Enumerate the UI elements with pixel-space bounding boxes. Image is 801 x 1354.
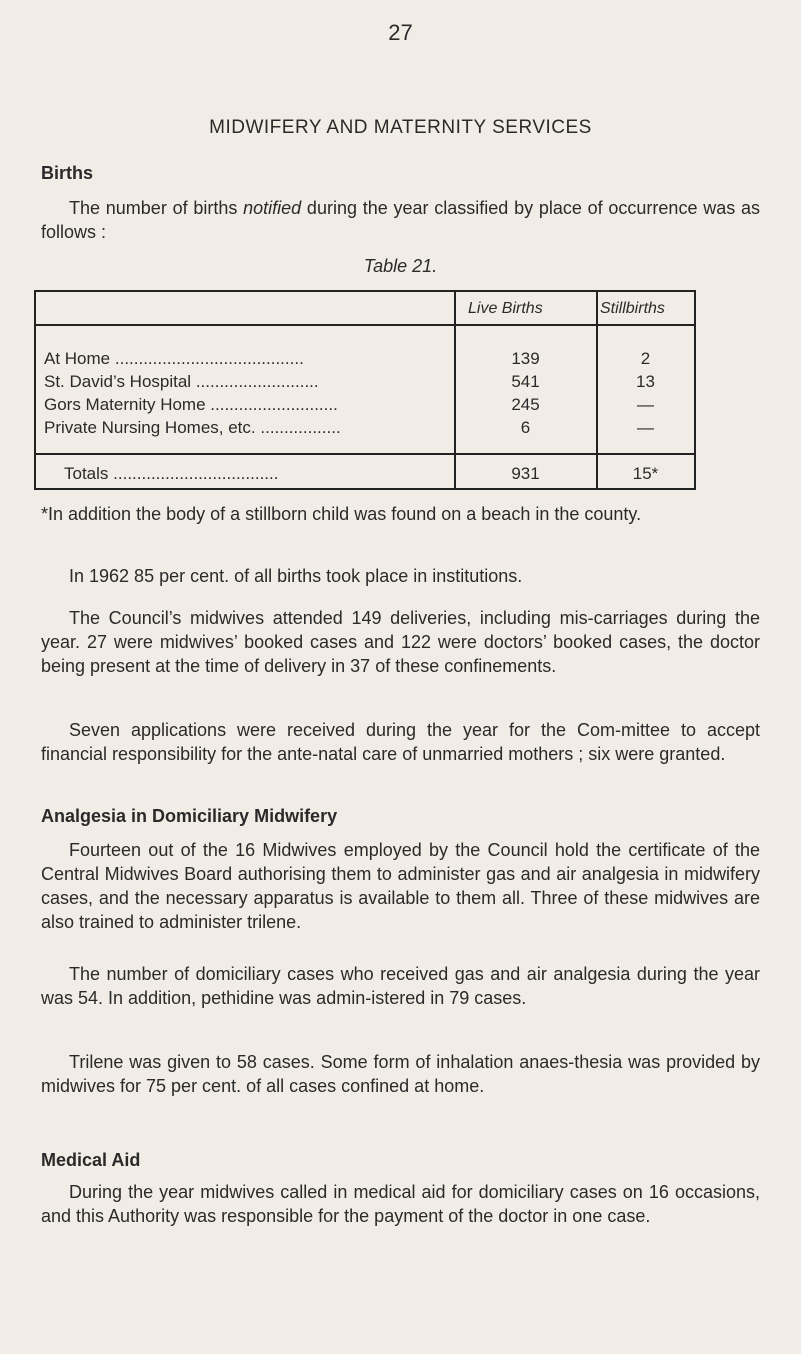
- row-leader-dots: ........................................: [114, 349, 304, 368]
- births-intro: [41, 196, 760, 244]
- table-totals-rule: [34, 453, 696, 455]
- totals-leader-dots: ...................................: [113, 464, 279, 483]
- table-row-label: [44, 349, 304, 369]
- analgesia-paragraph: The number of domiciliary cases who received gas and air analgesia during the year was 54. In addition, pethidine was admin-istered in 79 cases.: [41, 964, 760, 1008]
- births-table: [34, 290, 696, 490]
- analgesia-heading: Analgesia in Domiciliary Midwifery: [41, 806, 338, 826]
- col-header-stillbirths: Stillbirths: [600, 300, 665, 317]
- table-header-rule: [34, 324, 696, 326]
- medical-aid-paragraph: During the year midwives called in medical aid for domiciliary cases on 16 occasions, and this Authority was responsible for the payment of the doctor in one case.: [41, 1182, 760, 1226]
- page-title: MIDWIFERY AND MATERNITY SERVICES: [209, 117, 592, 138]
- row-label-text: Gors Maternity Home: [44, 395, 206, 414]
- analgesia-paragraph: Trilene was given to 58 cases. Some form of inhalation anaes-thesia was provided by midwives for 75 per cent. of all cases confined at home.: [41, 1052, 760, 1096]
- row-leader-dots: ..........................: [195, 372, 319, 391]
- row-label-text: At Home: [44, 349, 111, 368]
- table-cell-still: 13: [636, 372, 655, 391]
- totals-cell-live: 931: [511, 464, 540, 483]
- table-border-right: [694, 290, 696, 490]
- medical-aid-heading: Medical Aid: [41, 1150, 141, 1170]
- intro-text-end: during the year classified by place of occurrence was as follows :: [41, 198, 760, 242]
- table-row-label: [44, 372, 319, 392]
- births-heading: Births: [41, 163, 94, 183]
- table-cell-still: —: [637, 418, 654, 437]
- births-paragraph: In 1962 85 per cent. of all births took place in institutions.: [69, 566, 523, 586]
- births-paragraph: Seven applications were received during the year for the Com-mittee to accept financial responsibility for the ante-natal care of unmarried mothers ; six were granted.: [41, 720, 760, 764]
- table-row-label: [44, 418, 341, 438]
- intro-text-italic: notified: [243, 198, 302, 218]
- row-leader-dots: .................: [260, 418, 341, 437]
- page-number: 27: [388, 20, 413, 45]
- row-leader-dots: ...........................: [210, 395, 338, 414]
- table-cell-live: 6: [520, 418, 531, 437]
- table-row-label: [44, 395, 338, 415]
- row-label-text: Private Nursing Homes, etc.: [44, 418, 256, 437]
- analgesia-paragraph: Fourteen out of the 16 Midwives employed by the Council hold the certificate of the Central Midwives Board authorising them to administer gas and air analgesia in midwifery cases, and the necessary apparatus is available to them all. Three of these midwives are also trained to administer trilene.: [41, 840, 760, 932]
- col-header-live-births: Live Births: [468, 300, 543, 317]
- row-label-text: St. David’s Hospital: [44, 372, 192, 391]
- births-paragraph: The Council’s midwives attended 149 deliveries, including mis-carriages during the year. 27 were midwives’ booked cases and 122 were doctors’ booked cases, the doctor being present at the time of delivery in 37 of these confinements.: [41, 608, 760, 676]
- table-cell-live: 139: [511, 349, 540, 368]
- table-cell-still: 2: [640, 349, 651, 368]
- table-footnote: *In addition the body of a stillborn child was found on a beach in the county.: [41, 504, 642, 524]
- intro-text-start: The number of births: [69, 198, 244, 218]
- table-cell-live: 541: [511, 372, 540, 391]
- table-cell-still: —: [637, 395, 654, 414]
- totals-cell-still: 15*: [632, 464, 659, 483]
- table-border-left: [34, 290, 36, 490]
- table-cell-live: 245: [511, 395, 540, 414]
- totals-label: [64, 464, 278, 484]
- totals-label-text: Totals: [64, 464, 109, 483]
- table-caption: Table 21.: [363, 256, 438, 276]
